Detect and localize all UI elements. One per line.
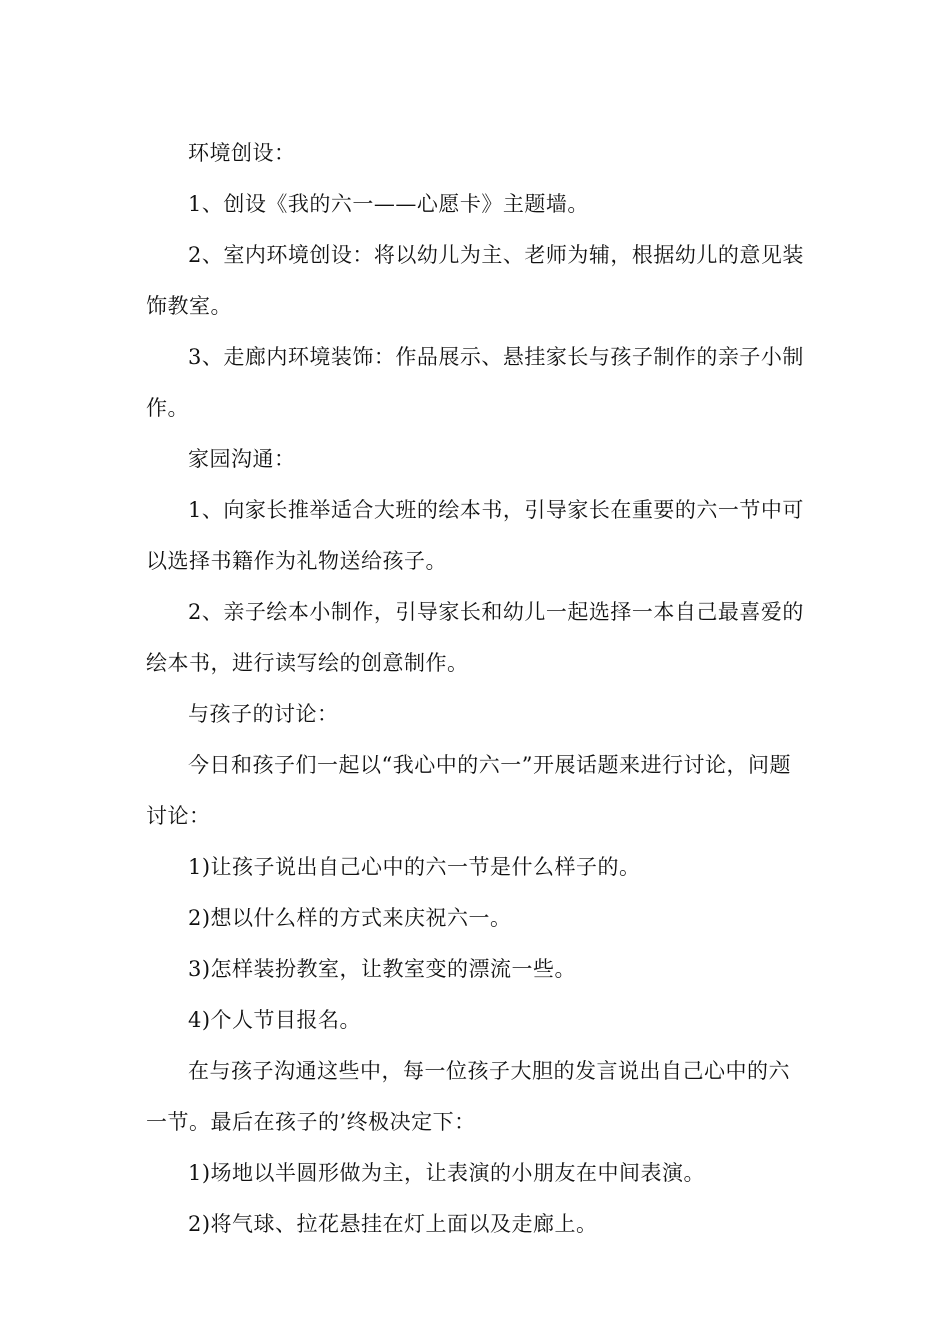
paragraph: 1、创设《我的六一——心愿卡》主题墙。 (188, 192, 589, 216)
document-body (146, 128, 810, 1250)
section-heading-discussion: 与孩子的讨论： (188, 702, 339, 726)
section-heading-home-school: 家园沟通： (188, 447, 296, 471)
paragraph: 今日和孩子们一起以“我心中的六一”开展话题来进行讨论，问题讨论： (146, 753, 791, 828)
paragraph: 在与孩子沟通这些中，每一位孩子大胆的发言说出自己心中的六一节。最后在孩子的’终极决定下： (146, 1059, 790, 1134)
list-item: 1)让孩子说出自己心中的六一节是什么样子的。 (188, 855, 641, 879)
paragraph: 1、向家长推举适合大班的绘本书，引导家长在重要的六一节中可以选择书籍作为礼物送给孩子。 (146, 498, 804, 573)
section-heading-environment: 环境创设： (188, 141, 296, 165)
paragraph: 3、走廊内环境装饰：作品展示、悬挂家长与孩子制作的亲子小制作。 (146, 345, 804, 420)
paragraph: 2、亲子绘本小制作，引导家长和幼儿一起选择一本自己最喜爱的绘本书，进行读写绘的创意制作。 (146, 600, 804, 675)
list-item: 4)个人节目报名。 (188, 1008, 362, 1032)
paragraph: 2、室内环境创设：将以幼儿为主、老师为辅，根据幼儿的意见装饰教室。 (146, 243, 804, 318)
list-item: 1)场地以半圆形做为主，让表演的小朋友在中间表演。 (188, 1161, 706, 1185)
list-item: 2)想以什么样的方式来庆祝六一。 (188, 906, 512, 930)
list-item: 3)怎样装扮教室，让教室变的漂流一些。 (188, 957, 577, 981)
list-item: 2)将气球、拉花悬挂在灯上面以及走廊上。 (188, 1212, 598, 1236)
